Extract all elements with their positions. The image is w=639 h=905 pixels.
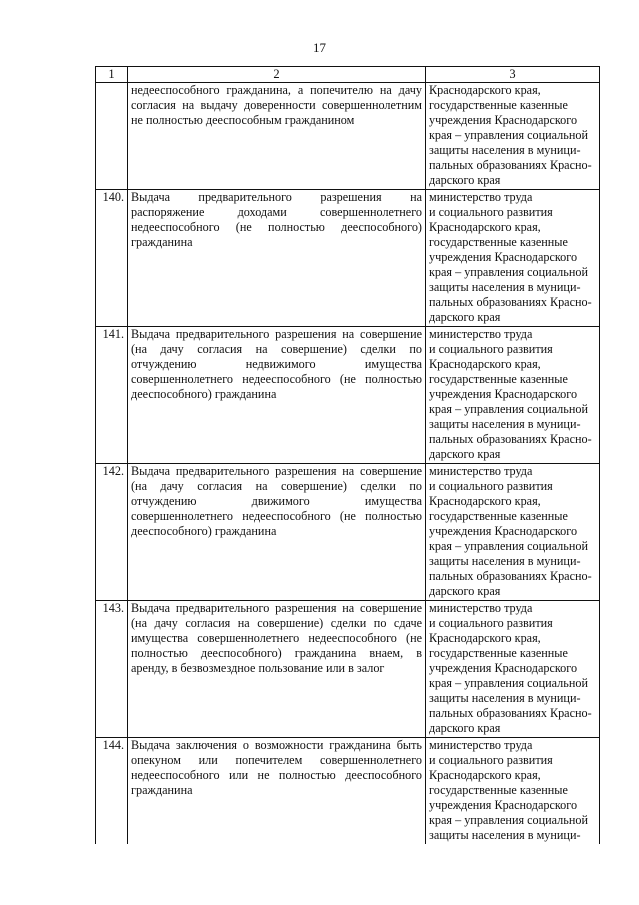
responsible-authority: Краснодарского края, государственные казенные учреждения Краснодарского края – управления социальной защиты населения в муници- пальных образованиях Красно- дарского края — [426, 83, 600, 190]
row-number: 141. — [96, 327, 128, 464]
column-header-number: 1 — [96, 67, 128, 83]
table-row — [96, 738, 600, 845]
table-row — [96, 601, 600, 738]
service-name: недееспособного гражданина, а попечителю на дачу согласия на выдачу доверенности совершеннолетним не полностью дееспособным гражданином — [128, 83, 426, 190]
table-row — [96, 190, 600, 327]
service-name: Выдача предварительного разрешения на распоряжение доходами совершеннолетнего недееспособного (не полностью дееспособного) гражданина — [128, 190, 426, 327]
column-header-service: 2 — [128, 67, 426, 83]
table-row — [96, 327, 600, 464]
table-row — [96, 464, 600, 601]
column-header-authority: 3 — [426, 67, 600, 83]
page-number: 17 — [313, 40, 326, 55]
service-name: Выдача предварительного разрешения на совершение (на дачу согласия на совершение) сделки по сдаче имущества совершеннолетнего недееспособного (не полностью дееспособного) гражданина внаем, в аренду, в безвозмездное пользование или в залог — [128, 601, 426, 738]
responsible-authority: министерство труда и социального развития Краснодарского края, государственные казенные учреждения Краснодарского края – управления социальной защиты населения в муници- пальных образованиях Красно- дарского края — [426, 464, 600, 601]
row-number — [96, 83, 128, 190]
row-number: 142. — [96, 464, 128, 601]
row-number: 140. — [96, 190, 128, 327]
service-name: Выдача заключения о возможности гражданина быть опекуном или попечителем совершеннолетнего недееспособного или не полностью дееспособного гражданина — [128, 738, 426, 845]
service-name: Выдача предварительного разрешения на совершение (на дачу согласия на совершение) сделки по отчуждению недвижимого имущества совершеннолетнего недееспособного (не полностью дееспособного) гражданина — [128, 327, 426, 464]
table-header-row — [96, 67, 600, 83]
table-row — [96, 83, 600, 190]
responsible-authority: министерство труда и социального развития Краснодарского края, государственные казенные учреждения Краснодарского края – управления социальной защиты населения в муници- пальных образованиях Красно- дарского края — [426, 601, 600, 738]
responsible-authority: министерство труда и социального развития Краснодарского края, государственные казенные учреждения Краснодарского края – управления социальной защиты населения в муници- пальных образованиях Красно- дарского края — [426, 190, 600, 327]
responsible-authority: министерство труда и социального развития Краснодарского края, государственные казенные учреждения Краснодарского края – управления социальной защиты населения в муници- — [426, 738, 600, 845]
row-number: 143. — [96, 601, 128, 738]
service-name: Выдача предварительного разрешения на совершение (на дачу согласия на совершение) сделки по отчуждению движимого имущества совершеннолетнего недееспособного (не полностью дееспособного) гражданина — [128, 464, 426, 601]
services-table — [95, 66, 600, 844]
responsible-authority: министерство труда и социального развития Краснодарского края, государственные казенные учреждения Краснодарского края – управления социальной защиты населения в муници- пальных образованиях Красно- дарского края — [426, 327, 600, 464]
row-number: 144. — [96, 738, 128, 845]
